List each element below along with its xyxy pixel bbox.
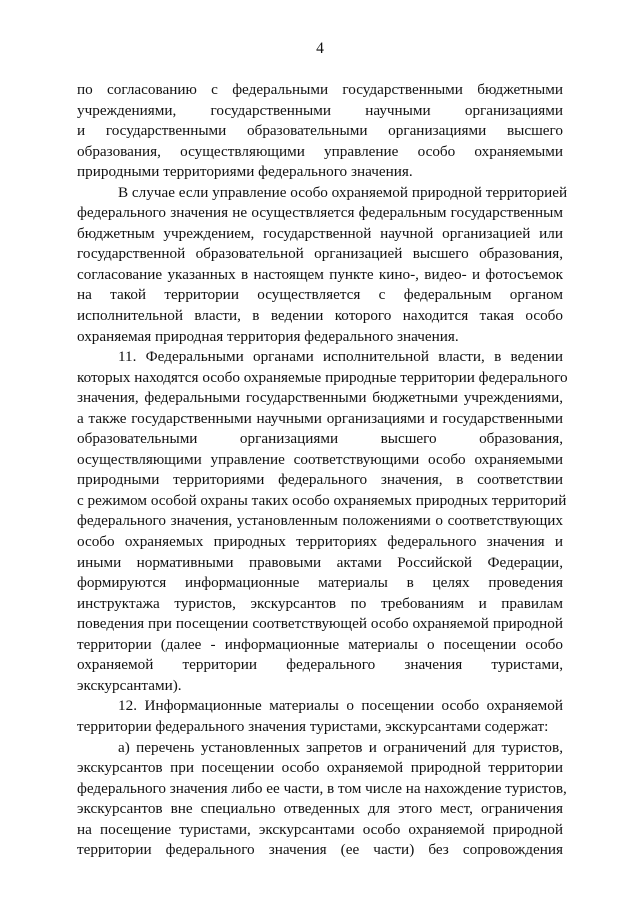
text-line: территории федерального значения туристами, экскурсантами содержат: xyxy=(77,717,549,735)
text-line: экскурсантов при посещении особо охраняемой природной территории xyxy=(77,759,563,777)
text-line: инструктажа туристов, экскурсантов по требованиям и правилам xyxy=(77,594,563,612)
text-line: иными нормативными правовыми актами Российской Федерации, xyxy=(77,553,563,571)
text-line: особо охраняемых природных территориях федерального значения и xyxy=(77,533,563,551)
text-line: на такой территории осуществляется с федеральным органом xyxy=(77,286,563,304)
text-line: природными территориями федерального значения, в соответствии xyxy=(77,471,563,489)
text-line: а также государственными научными организациями и государственными xyxy=(77,409,563,427)
text-line: федерального значения либо ее части, в том числе на нахождение туристов, xyxy=(77,779,567,797)
text-line: охраняемая природная территория федерального значения. xyxy=(77,327,459,345)
text-line: согласование указанных в настоящем пункте кино-, видео- и фотосъемок xyxy=(77,265,563,283)
text-line: образования, осуществляющими управление особо охраняемыми xyxy=(77,142,563,160)
text-line: федерального значения, установленным положениями о соответствующих xyxy=(77,512,563,530)
text-line: исполнительной власти, в ведении которого находится такая особо xyxy=(77,307,563,325)
text-line: по согласованию с федеральными государственными бюджетными xyxy=(77,81,563,98)
text-line: и государственными образовательными организациями высшего xyxy=(77,122,563,140)
text-line: значения, федеральными государственными бюджетными учреждениями, xyxy=(77,389,563,407)
text-line: экскурсантов вне специально отведенных для этого мест, ограничения xyxy=(77,800,563,818)
text-line: учреждениями, государственными научными организациями xyxy=(77,101,563,119)
text-line: экскурсантами). xyxy=(77,676,182,694)
text-line: природными территориями федерального значения. xyxy=(77,163,413,181)
text-line: В случае если управление особо охраняемой природной территорией xyxy=(118,183,568,201)
text-line: государственной образовательной организацией высшего образования, xyxy=(77,245,563,263)
text-line: формируются информационные материалы в целях проведения xyxy=(77,574,563,592)
text-line: образовательными организациями высшего образования, xyxy=(77,430,563,448)
text-line: осуществляющими управление соответствующими особо охраняемыми xyxy=(77,450,563,468)
text-line: охраняемой территории федерального значения туристами, xyxy=(77,656,563,674)
text-line: территории федерального значения (ее части) без сопровождения xyxy=(77,841,563,859)
text-line: 11. Федеральными органами исполнительной власти, в ведении xyxy=(118,348,563,366)
text-line: которых находятся особо охраняемые природные территории федерального xyxy=(77,368,568,386)
text-line: с режимом особой охраны таких особо охраняемых природных территорий xyxy=(77,491,567,509)
document-text xyxy=(77,80,568,861)
text-line: 12. Информационные материалы о посещении особо охраняемой xyxy=(118,697,563,715)
text-line: территории (далее - информационные материалы о посещении особо xyxy=(77,635,563,653)
text-line: а) перечень установленных запретов и ограничений для туристов, xyxy=(118,738,563,756)
page-number: 4 xyxy=(316,40,324,57)
text-line: федерального значения не осуществляется федеральным государственным xyxy=(77,204,563,222)
text-line: поведения при посещении соответствующей особо охраняемой природной xyxy=(77,615,563,633)
text-line: бюджетным учреждением, государственной научной организацией или xyxy=(77,224,563,242)
text-line: на посещение туристами, экскурсантами особо охраняемой природной xyxy=(77,820,563,838)
